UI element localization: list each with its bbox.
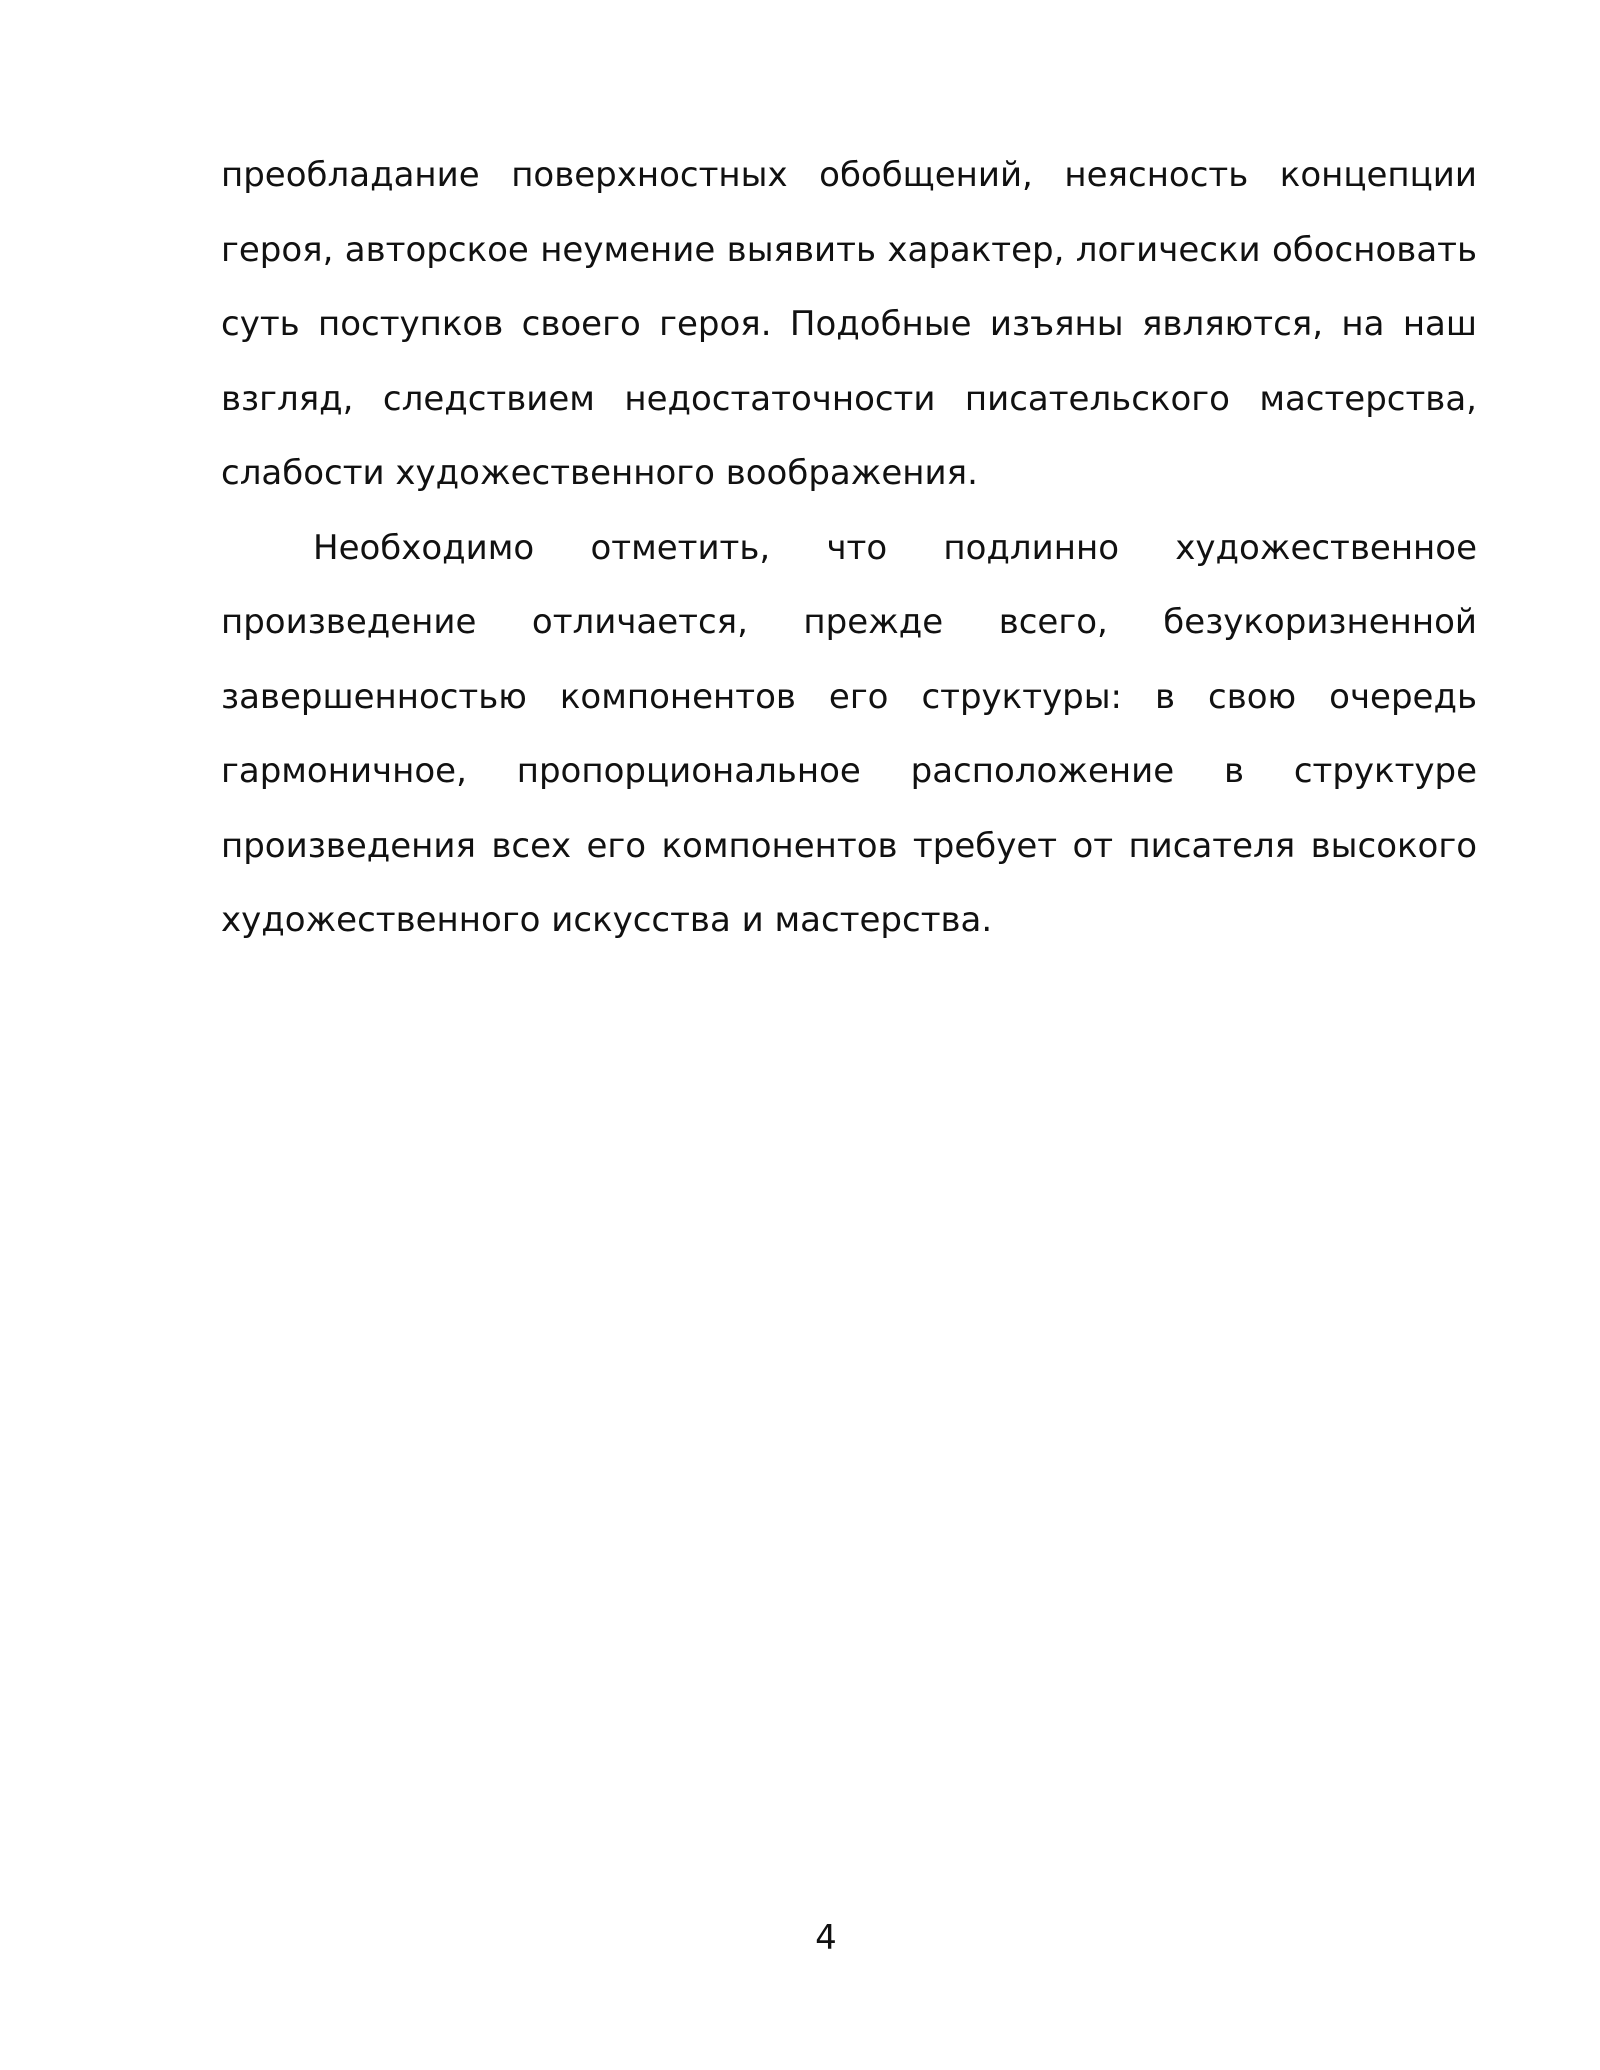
body-text — [221, 138, 1477, 958]
paragraph-indented: Необходимо отметить, что подлинно художественное произведение отличается, прежде всего, безукоризненной завершенностью компонентов его структуры: в свою очередь гармоничное, пропорциональное расположение в структуре произведения всех его компонентов требует от писателя высокого художественного искусства и мастерства. — [221, 527, 1477, 940]
page-number: 4 — [815, 1918, 837, 1958]
paragraph-continuation: преобладание поверхностных обобщений, неясность концепции героя, авторское неумение выявить характер, логически обосновать суть поступков своего героя. Подобные изъяны являются, на наш взгляд, следствием недостаточности писательского мастерства, слабости художественного воображения. — [221, 155, 1477, 493]
